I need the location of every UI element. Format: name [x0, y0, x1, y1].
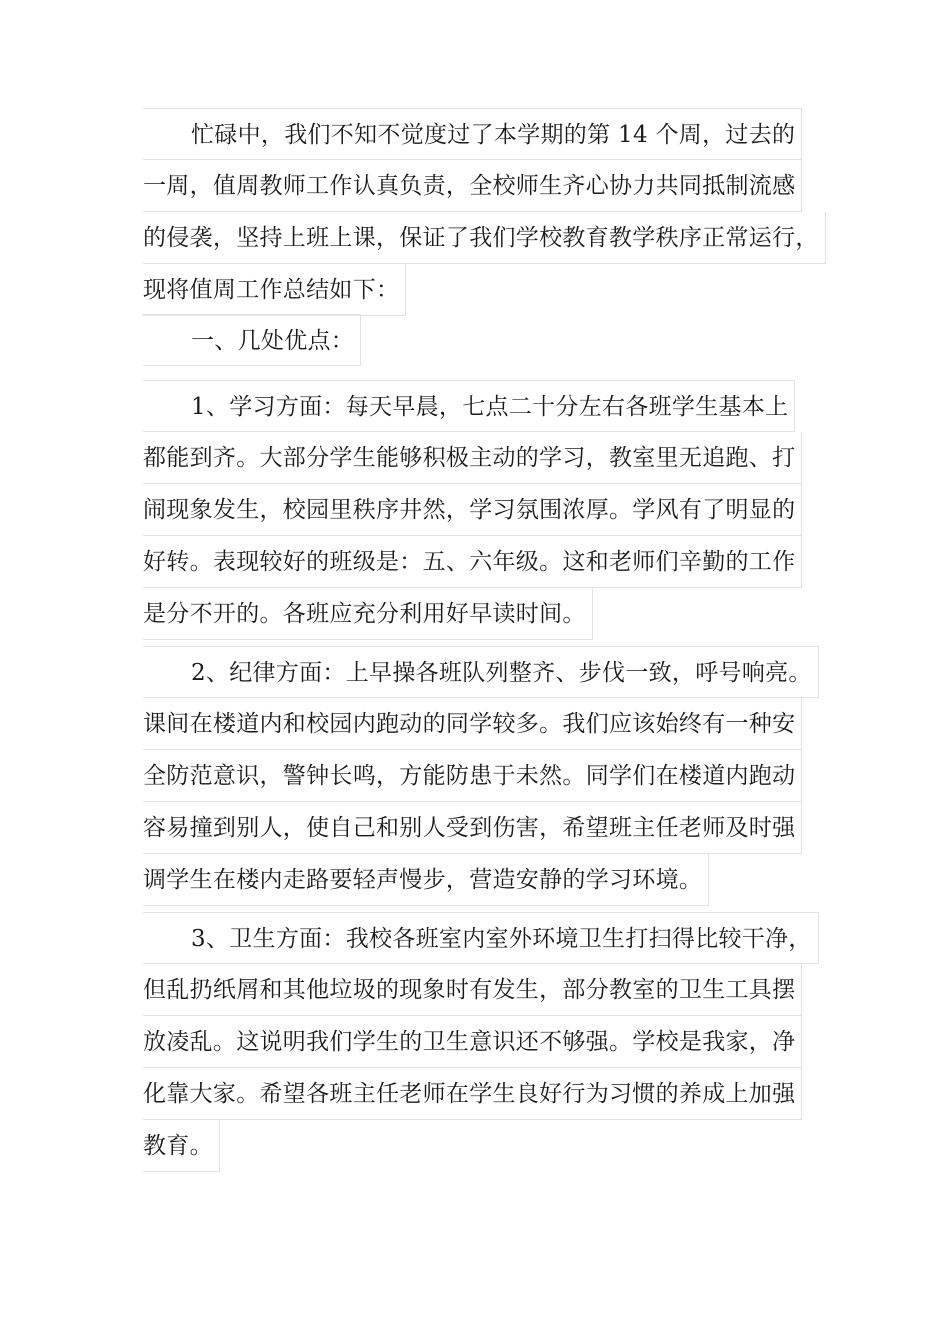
text-line: 容易撞到别人，使自己和别人受到伤害，希望班主任老师及时强 — [143, 802, 802, 854]
text-line: 现将值周工作总结如下： — [143, 264, 406, 316]
text-line: 都能到齐。大部分学生能够积极主动的学习，教室里无追跑、打 — [143, 432, 802, 484]
text-line: 的侵袭，坚持上班上课，保证了我们学校教育教学秩序正常运行， — [143, 212, 826, 264]
text-line: 3、卫生方面：我校各班室内室外环境卫生打扫得比较干净， — [143, 912, 819, 964]
paragraph-discipline — [143, 646, 819, 906]
text-line: 2、纪律方面：上早操各班队列整齐、步伐一致，呼号响亮。 — [143, 646, 819, 698]
text-line: 好转。表现较好的班级是：五、六年级。这和老师们辛勤的工作 — [143, 536, 802, 588]
section-heading: 一、几处优点： — [143, 314, 361, 366]
text-line: 忙碌中，我们不知不觉度过了本学期的第 14 个周，过去的 — [143, 108, 802, 160]
text-line: 教育。 — [143, 1120, 220, 1172]
text-line: 闹现象发生，校园里秩序井然，学习氛围浓厚。学风有了明显的 — [143, 484, 802, 536]
text-line: 放凌乱。这说明我们学生的卫生意识还不够强。学校是我家，净 — [143, 1016, 802, 1068]
text-line: 是分不开的。各班应充分利用好早读时间。 — [143, 588, 593, 640]
text-line: 调学生在楼内走路要轻声慢步，营造安静的学习环境。 — [143, 854, 709, 906]
text-line: 课间在楼道内和校园内跑动的同学较多。我们应该始终有一种安 — [143, 698, 802, 750]
text-line: 一周，值周教师工作认真负责，全校师生齐心协力共同抵制流感 — [143, 160, 802, 212]
paragraph-heading-strengths — [143, 314, 361, 366]
paragraph-hygiene — [143, 912, 819, 1172]
text-line: 化靠大家。希望各班主任老师在学生良好行为习惯的养成上加强 — [143, 1068, 802, 1120]
text-line: 全防范意识，警钟长鸣，方能防患于未然。同学们在楼道内跑动 — [143, 750, 802, 802]
text-line: 但乱扔纸屑和其他垃圾的现象时有发生，部分教室的卫生工具摆 — [143, 964, 802, 1016]
paragraph-study — [143, 380, 802, 640]
paragraph-intro — [143, 108, 826, 316]
text-line: 1、学习方面：每天早晨，七点二十分左右各班学生基本上 — [143, 380, 795, 432]
